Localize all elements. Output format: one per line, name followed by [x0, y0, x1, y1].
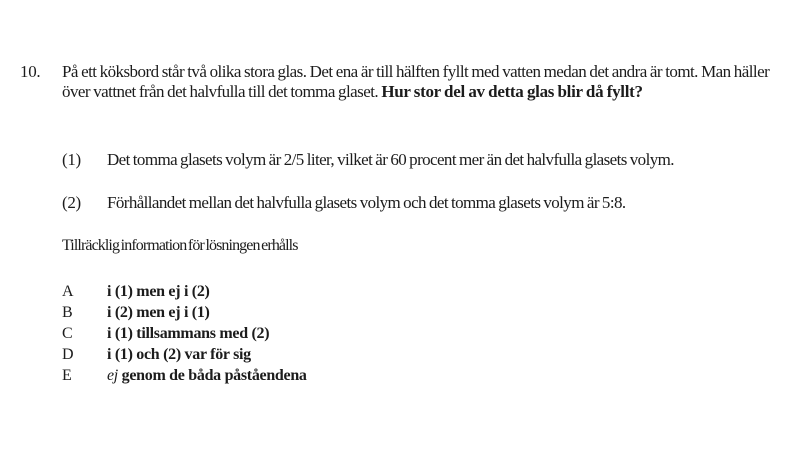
statement-1-text: Det tomma glasets volym är 2/5 liter, vilket är 60 procent mer än det halvfulla glasets volym. — [107, 150, 674, 169]
option-label: i (2) men ej i (1) — [107, 304, 210, 321]
option-d[interactable] — [62, 346, 307, 367]
option-a[interactable] — [62, 283, 307, 304]
option-letter: B — [62, 304, 73, 321]
option-c[interactable] — [62, 325, 307, 346]
answer-options — [62, 283, 307, 388]
option-label: i (1) och (2) var för sig — [107, 346, 251, 363]
option-b[interactable] — [62, 304, 307, 325]
statement-1-number: (1) — [62, 150, 81, 169]
statement-2-text: Förhållandet mellan det halvfulla glasets volym och det tomma glasets volym är 5:8. — [107, 193, 626, 212]
option-label: i (1) men ej i (2) — [107, 283, 210, 300]
option-text — [107, 304, 210, 322]
question-number: 10. — [20, 62, 41, 81]
option-prefix: ej — [107, 367, 118, 384]
option-letter: C — [62, 325, 73, 342]
question-stem-bold: Hur stor del av detta glas blir då fyllt? — [381, 82, 643, 101]
option-text — [107, 325, 269, 343]
option-e[interactable] — [62, 367, 307, 388]
option-text — [107, 346, 251, 364]
instruction-text: Tillräcklig information för lösningen erhålls — [62, 237, 298, 254]
option-text — [107, 367, 307, 385]
question-stem — [62, 62, 784, 102]
statement-2-number: (2) — [62, 193, 81, 212]
option-letter: D — [62, 346, 74, 363]
option-text — [107, 283, 210, 301]
option-letter: A — [62, 283, 74, 300]
option-label: genom de båda påståendena — [117, 367, 307, 384]
question-stem-text: På ett köksbord står två olika stora glas. Det ena är till hälften fyllt med vatten medan det andra är tomt. Man häller över vattnet från det halvfulla till det tomma glaset. — [62, 62, 770, 101]
option-label: i (1) tillsammans med (2) — [107, 325, 270, 342]
option-letter: E — [62, 367, 72, 384]
